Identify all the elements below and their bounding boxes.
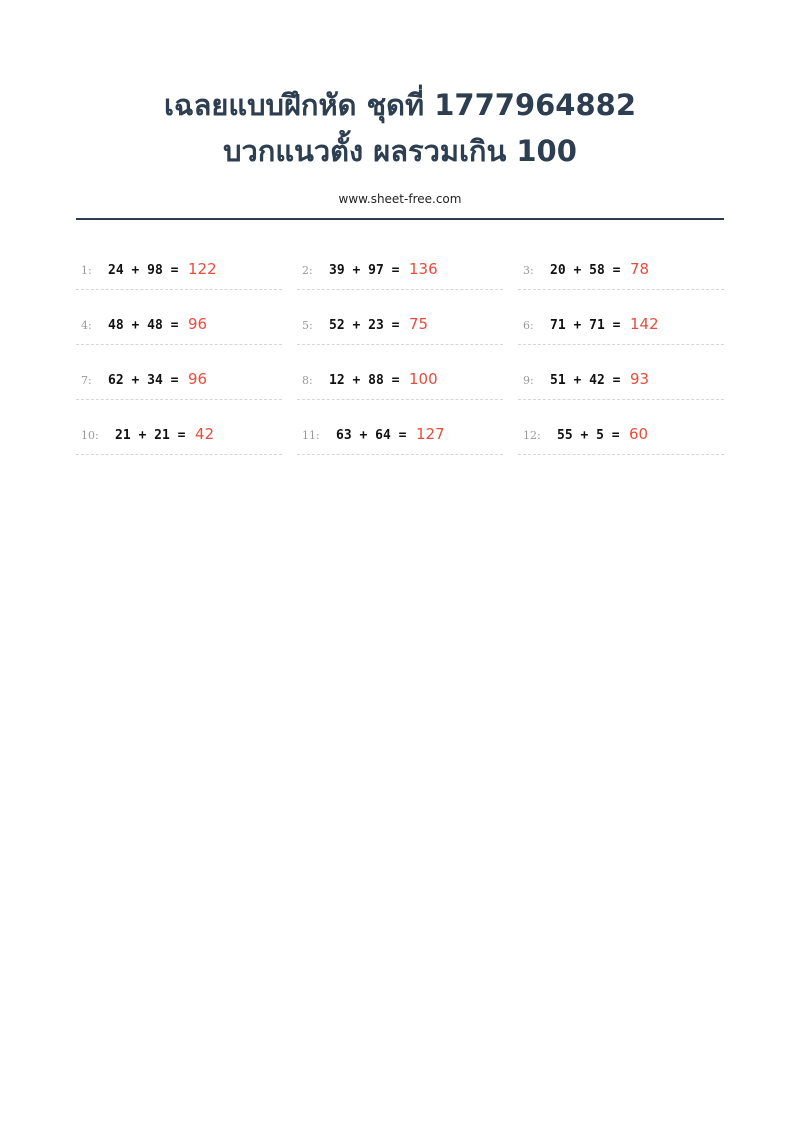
answer-value: 78 [630,260,650,278]
problem-expression: 12 + 88 = [329,373,408,388]
answer-value: 127 [416,425,445,443]
worksheet-header [0,82,800,206]
page-title-line-2: บวกแนวตั้ง ผลรวมเกิน 100 [223,134,577,168]
operand-a: 51 [550,373,566,388]
operand-b: 23 [368,318,384,333]
operand-a: 24 [108,263,124,278]
answer-value: 42 [195,425,215,443]
problem-expression: 71 + 71 = [550,318,629,333]
answer-value: 60 [629,425,649,443]
operand-b: 88 [368,373,384,388]
operand-b: 48 [147,318,163,333]
answer-value: 122 [188,260,217,278]
answer-value: 75 [409,315,429,333]
problem-expression: 48 + 48 = [108,318,187,333]
problem-number: 11: [302,429,320,442]
problem-number: 3: [523,264,534,277]
problem-number: 10: [81,429,99,442]
answer-value: 142 [630,315,659,333]
problem-item [297,410,503,455]
problem-number: 9: [523,374,534,387]
problem-item [297,300,503,345]
operand-b: 42 [589,373,605,388]
operand-b: 5 [596,428,604,443]
answer-value: 96 [188,315,208,333]
problem-item [297,355,503,400]
website-label: www.sheet-free.com [338,192,462,206]
operand-a: 20 [550,263,566,278]
operand-a: 55 [557,428,573,443]
problem-expression: 21 + 21 = [115,428,194,443]
problem-item [76,355,282,400]
problem-number: 8: [302,374,313,387]
operand-a: 71 [550,318,566,333]
operand-b: 98 [147,263,163,278]
problem-expression: 51 + 42 = [550,373,629,388]
header-divider [76,218,724,220]
page-title-line-1: เฉลยแบบฝึกหัด ชุดที่ 1777964882 [163,88,637,122]
operand-b: 71 [589,318,605,333]
operand-b: 34 [147,373,163,388]
operand-b: 97 [368,263,384,278]
answer-value: 100 [409,370,438,388]
operand-a: 63 [336,428,352,443]
operand-a: 52 [329,318,345,333]
problem-number: 2: [302,264,313,277]
answer-value: 136 [409,260,438,278]
operand-a: 12 [329,373,345,388]
problem-item [76,245,282,290]
problem-expression: 39 + 97 = [329,263,408,278]
problem-expression: 24 + 98 = [108,263,187,278]
operand-a: 62 [108,373,124,388]
operand-a: 39 [329,263,345,278]
problem-number: 7: [81,374,92,387]
operand-a: 21 [115,428,131,443]
problem-item [76,410,282,455]
problem-number: 1: [81,264,92,277]
problem-item [518,355,724,400]
problem-expression: 55 + 5 = [557,428,628,443]
problem-item [76,300,282,345]
problem-expression: 62 + 34 = [108,373,187,388]
operand-a: 48 [108,318,124,333]
answer-value: 96 [188,370,208,388]
operand-b: 58 [589,263,605,278]
problem-number: 6: [523,319,534,332]
problem-expression: 52 + 23 = [329,318,408,333]
problem-item [518,410,724,455]
problem-expression: 20 + 58 = [550,263,629,278]
problem-expression: 63 + 64 = [336,428,415,443]
problem-item [518,245,724,290]
problem-item [518,300,724,345]
problem-number: 4: [81,319,92,332]
problem-number: 5: [302,319,313,332]
problem-number: 12: [523,429,541,442]
answer-value: 93 [630,370,650,388]
operand-b: 21 [154,428,170,443]
problem-item [297,245,503,290]
operand-b: 64 [375,428,391,443]
